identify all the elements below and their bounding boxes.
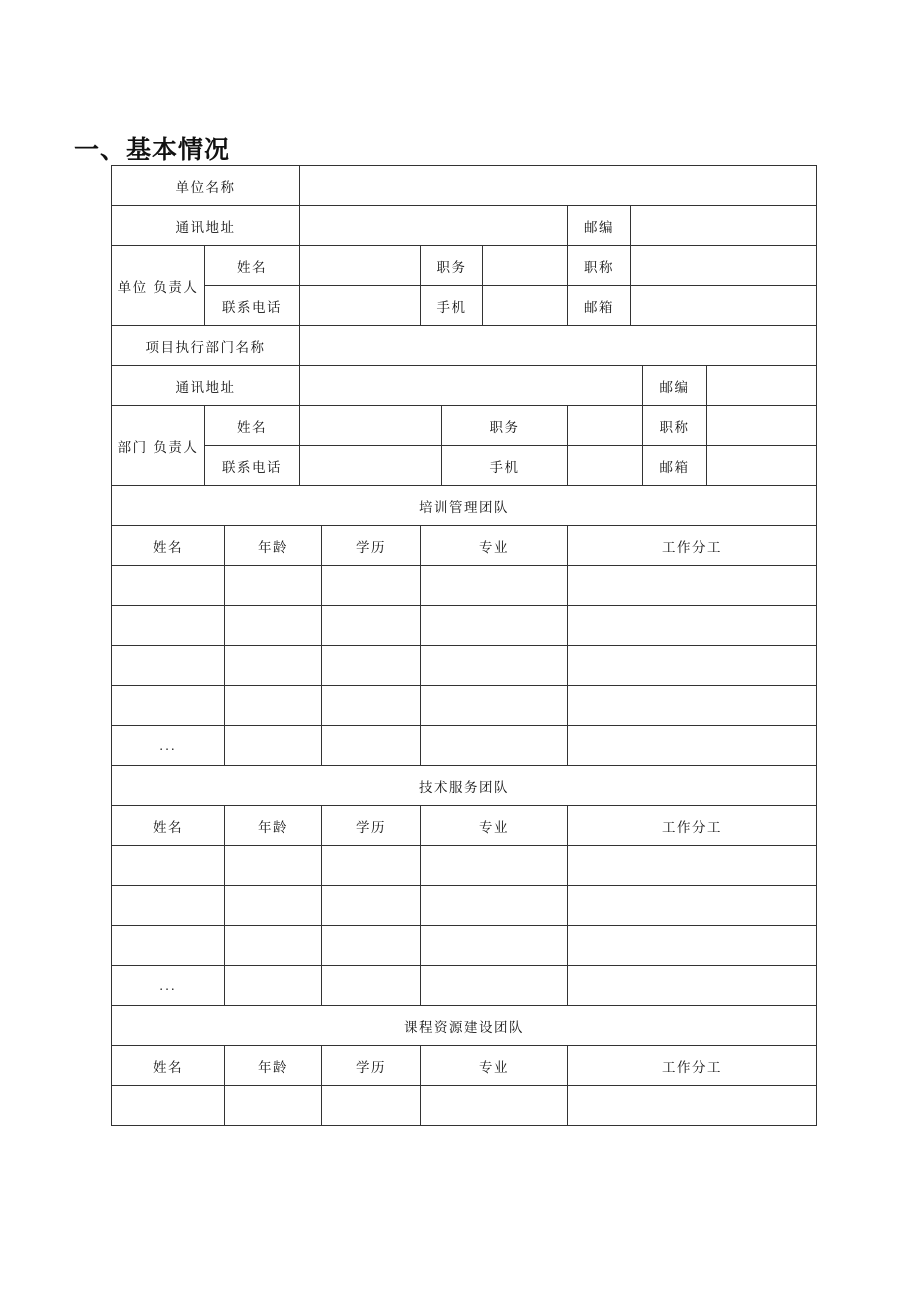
table-row: [112, 606, 817, 646]
team-title: 技术服务团队: [112, 766, 817, 806]
cell-major[interactable]: [421, 646, 568, 686]
column-header: 学历: [322, 806, 421, 846]
column-header: 工作分工: [568, 806, 817, 846]
table-row: [112, 926, 817, 966]
column-header: 专业: [421, 526, 568, 566]
column-header: 工作分工: [568, 526, 817, 566]
dept-leader-position-label: 职务: [442, 406, 568, 446]
cell-name[interactable]: [112, 606, 225, 646]
unit-address-label: 通讯地址: [112, 206, 300, 246]
cell-education[interactable]: [322, 606, 421, 646]
dept-leader-title-label: 职称: [643, 406, 707, 446]
team-title: 课程资源建设团队: [112, 1006, 817, 1046]
dept-leader-name-field[interactable]: [300, 406, 442, 446]
column-header: 年龄: [225, 1046, 322, 1086]
cell-major[interactable]: [421, 926, 568, 966]
dept-leader-mobile-label: 手机: [442, 446, 568, 486]
unit-leader-email-field[interactable]: [631, 286, 817, 326]
unit-leader-name-field[interactable]: [300, 246, 421, 286]
cell-duty[interactable]: [568, 566, 817, 606]
cell-major[interactable]: [421, 846, 568, 886]
column-header: 年龄: [225, 806, 322, 846]
table-row: [112, 686, 817, 726]
dept-leader-email-field[interactable]: [707, 446, 817, 486]
unit-name-field[interactable]: [300, 166, 817, 206]
unit-address-field[interactable]: [300, 206, 568, 246]
cell-age[interactable]: [225, 886, 322, 926]
cell-major[interactable]: [421, 566, 568, 606]
cell-age[interactable]: [225, 1086, 322, 1126]
unit-leader-email-label: 邮箱: [568, 286, 631, 326]
column-header: 专业: [421, 806, 568, 846]
cell-major[interactable]: [421, 1086, 568, 1126]
column-header: 学历: [322, 526, 421, 566]
unit-postcode-label: 邮编: [568, 206, 631, 246]
ellipsis-cell: ...: [112, 966, 225, 1006]
cell-education[interactable]: [322, 1086, 421, 1126]
cell-education[interactable]: [322, 966, 421, 1006]
basic-info-form: [111, 165, 817, 1126]
cell-name[interactable]: [112, 886, 225, 926]
cell-duty[interactable]: [568, 886, 817, 926]
cell-major[interactable]: [421, 886, 568, 926]
cell-major[interactable]: [421, 966, 568, 1006]
unit-leader-mobile-label: 手机: [421, 286, 483, 326]
dept-leader-position-field[interactable]: [568, 406, 643, 446]
dept-leader-mobile-field[interactable]: [568, 446, 643, 486]
team-title: 培训管理团队: [112, 486, 817, 526]
dept-name-label: 项目执行部门名称: [112, 326, 300, 366]
column-header: 姓名: [112, 806, 225, 846]
cell-name[interactable]: [112, 846, 225, 886]
cell-major[interactable]: [421, 606, 568, 646]
cell-age[interactable]: [225, 846, 322, 886]
dept-leader-phone-label: 联系电话: [205, 446, 300, 486]
cell-education[interactable]: [322, 886, 421, 926]
cell-duty[interactable]: [568, 606, 817, 646]
column-header: 姓名: [112, 1046, 225, 1086]
dept-name-field[interactable]: [300, 326, 817, 366]
dept-postcode-field[interactable]: [707, 366, 817, 406]
cell-duty[interactable]: [568, 726, 817, 766]
cell-education[interactable]: [322, 926, 421, 966]
unit-leader-label: 单位 负责人: [112, 246, 205, 326]
dept-address-label: 通讯地址: [112, 366, 300, 406]
cell-name[interactable]: [112, 566, 225, 606]
column-header: 工作分工: [568, 1046, 817, 1086]
cell-duty[interactable]: [568, 646, 817, 686]
cell-major[interactable]: [421, 726, 568, 766]
cell-name[interactable]: [112, 686, 225, 726]
cell-duty[interactable]: [568, 846, 817, 886]
dept-leader-phone-field[interactable]: [300, 446, 442, 486]
column-header: 年龄: [225, 526, 322, 566]
cell-duty[interactable]: [568, 926, 817, 966]
cell-major[interactable]: [421, 686, 568, 726]
table-row: [112, 966, 817, 1006]
cell-age[interactable]: [225, 686, 322, 726]
dept-leader-label: 部门 负责人: [112, 406, 205, 486]
cell-education[interactable]: [322, 726, 421, 766]
dept-address-field[interactable]: [300, 366, 643, 406]
table-row: [112, 846, 817, 886]
cell-education[interactable]: [322, 566, 421, 606]
dept-postcode-label: 邮编: [643, 366, 707, 406]
unit-leader-phone-field[interactable]: [300, 286, 421, 326]
column-header: 姓名: [112, 526, 225, 566]
table-row: [112, 726, 817, 766]
cell-age[interactable]: [225, 646, 322, 686]
table-row: [112, 886, 817, 926]
cell-education[interactable]: [322, 646, 421, 686]
page-title: 一、基本情况: [74, 135, 231, 164]
column-header: 学历: [322, 1046, 421, 1086]
cell-age[interactable]: [225, 926, 322, 966]
ellipsis-cell: ...: [112, 726, 225, 766]
unit-leader-name-label: 姓名: [205, 246, 300, 286]
cell-age[interactable]: [225, 566, 322, 606]
unit-postcode-field[interactable]: [631, 206, 817, 246]
unit-leader-phone-label: 联系电话: [205, 286, 300, 326]
cell-age[interactable]: [225, 606, 322, 646]
unit-leader-mobile-field[interactable]: [483, 286, 568, 326]
column-header: 专业: [421, 1046, 568, 1086]
cell-name[interactable]: [112, 646, 225, 686]
table-row: [112, 1086, 817, 1126]
dept-leader-name-label: 姓名: [205, 406, 300, 446]
cell-age[interactable]: [225, 966, 322, 1006]
table-row: [112, 646, 817, 686]
unit-leader-title-label: 职称: [568, 246, 631, 286]
unit-leader-title-field[interactable]: [631, 246, 817, 286]
dept-leader-title-field[interactable]: [707, 406, 817, 446]
cell-age[interactable]: [225, 726, 322, 766]
table-row: [112, 566, 817, 606]
cell-duty[interactable]: [568, 966, 817, 1006]
unit-name-label: 单位名称: [112, 166, 300, 206]
unit-leader-position-field[interactable]: [483, 246, 568, 286]
cell-education[interactable]: [322, 846, 421, 886]
cell-duty[interactable]: [568, 686, 817, 726]
cell-education[interactable]: [322, 686, 421, 726]
cell-name[interactable]: [112, 926, 225, 966]
cell-name[interactable]: [112, 1086, 225, 1126]
dept-leader-email-label: 邮箱: [643, 446, 707, 486]
cell-duty[interactable]: [568, 1086, 817, 1126]
unit-leader-position-label: 职务: [421, 246, 483, 286]
